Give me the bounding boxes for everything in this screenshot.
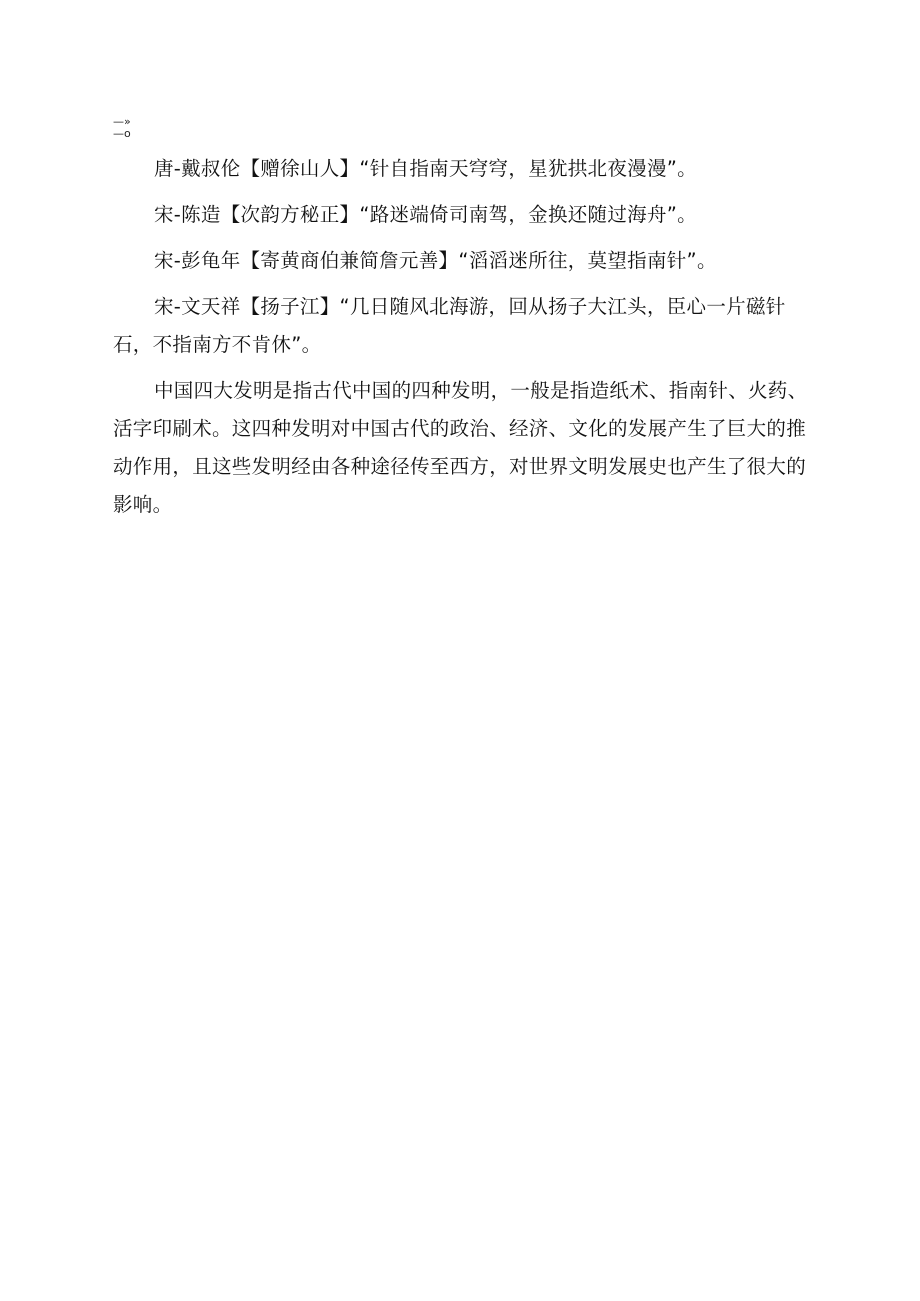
document-body [113,150,813,532]
poem-quote-chen-zao: 宋-陈造【次韵方秘正】“路迷端倚司南驾，金换还随过海舟”。 [154,203,697,226]
poem-quote-wen-tianxiang: 宋-文天祥【扬子江】“几日随风北海游，回从扬子大江头，臣心一片磁针石，不指南方不肯休”。 [113,295,786,356]
four-inventions-paragraph: 中国四大发明是指古代中国的四种发明，一般是指造纸术、指南针、火药、活字印刷术。这四种发明对中国古代的政治、经济、文化的发展产生了巨大的推动作用，且这些发明经由各种途径传至西方，对世界文明发展史也产生了很大的影响。 [113,379,808,516]
poem-quote-dai-shulun: 唐-戴叔伦【赠徐山人】“针自指南天穹穹，星犹拱北夜漫漫”。 [154,157,697,180]
page-marker-line: —o [113,127,131,140]
poem-quote-peng-guinian: 宋-彭龟年【寄黄商伯兼简詹元善】“滔滔迷所往，莫望指南针”。 [154,249,717,272]
page-marker-line: —» [113,115,131,128]
page-marker [113,116,131,140]
